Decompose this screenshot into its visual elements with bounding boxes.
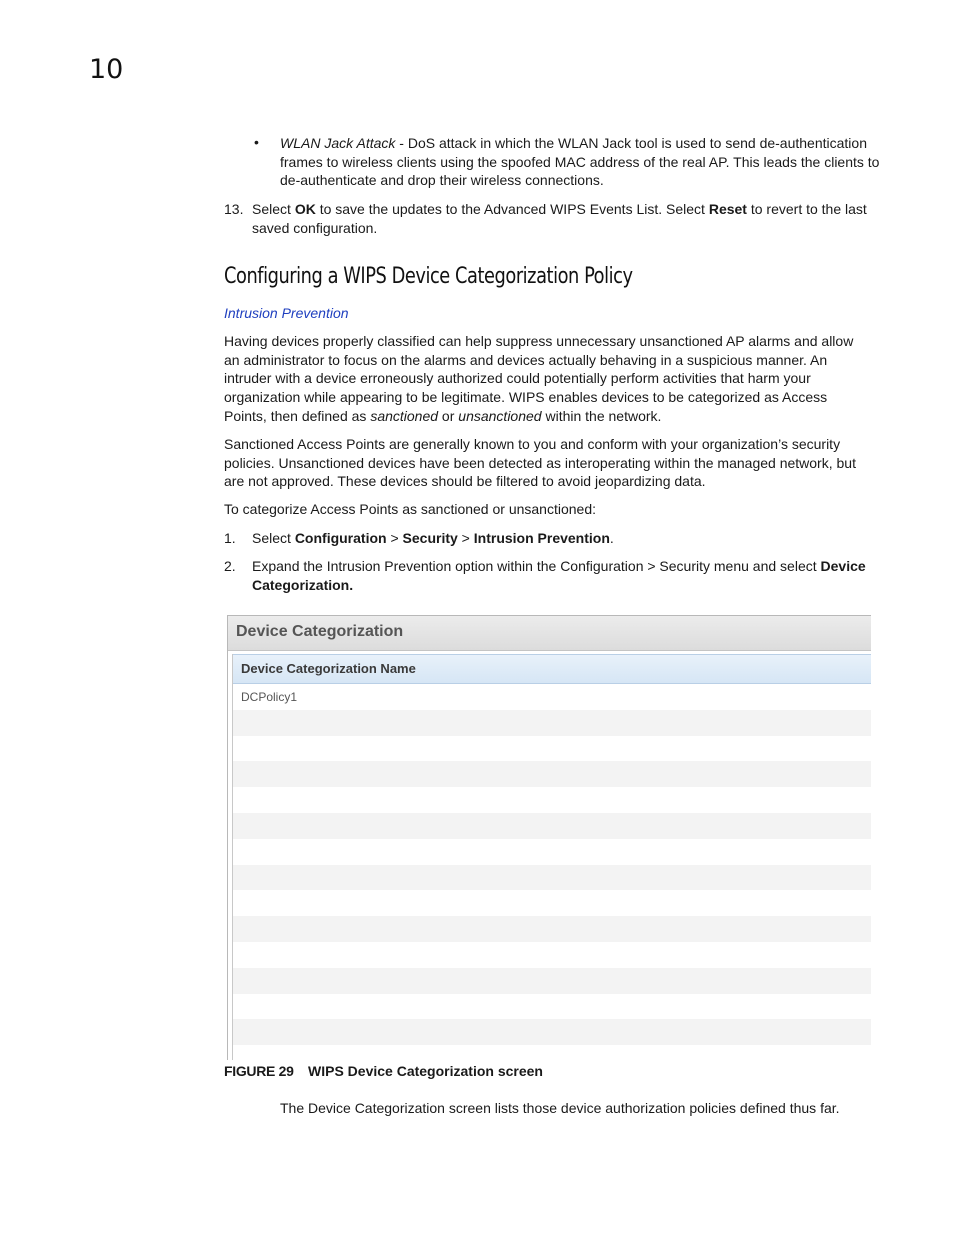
step-1-number: 1. — [224, 530, 236, 546]
paragraph-1 — [224, 332, 870, 426]
para1-or: or — [438, 407, 459, 424]
figure-caption — [224, 1062, 543, 1081]
table-row[interactable] — [233, 1045, 871, 1060]
screen-header: Device Categorization — [228, 616, 871, 651]
table-row[interactable] — [233, 787, 871, 813]
figure-label: FIGURE 29 — [224, 1063, 294, 1079]
security-label: Security — [402, 530, 458, 546]
device-categorization-label: Device Categorization. — [252, 558, 866, 593]
intrusion-prevention-label: Intrusion Prevention — [473, 530, 610, 546]
step1-end: . — [609, 530, 614, 546]
step-13-text — [252, 200, 882, 237]
step1-sep2: > — [457, 530, 474, 546]
device-categorization-screenshot — [227, 615, 871, 1060]
chapter-number: 10 — [89, 54, 124, 85]
table-row[interactable] — [233, 968, 871, 994]
configuration-label: Configuration — [294, 530, 387, 546]
unsanctioned-term: unsanctioned — [458, 407, 542, 424]
table-row[interactable] — [233, 1019, 871, 1045]
table-row[interactable] — [233, 736, 871, 762]
bullet-marker: • — [254, 134, 259, 150]
step2-text: Expand the Intrusion Prevention option within the Configuration > Security menu and select — [252, 558, 821, 574]
sanctioned-term: sanctioned — [370, 407, 439, 424]
table-row[interactable] — [233, 890, 871, 916]
step-2-text — [252, 557, 872, 594]
para1-text: Having devices properly classified can help suppress unnecessary unsanctioned AP alarms and allow an administrator to focus on the alarms and devices actually behaving in a suspicious manner. An intruder with a device erroneously authorized could potentially perform activities that harm your organization while appearing to be legitimate. WIPS enables devices to be categorized as Access Points, then defined as — [224, 333, 854, 424]
table-row[interactable] — [233, 839, 871, 865]
step-13-number: 13. — [224, 201, 244, 217]
bullet-item — [280, 134, 880, 190]
step-1-text — [252, 529, 872, 548]
column-header-device-categorization-name[interactable]: Device Categorization Name — [233, 654, 871, 684]
table-row[interactable] — [233, 994, 871, 1020]
table-row[interactable] — [233, 710, 871, 736]
table-row[interactable] — [233, 942, 871, 968]
closing-paragraph: The Device Categorization screen lists those device authorization policies defined thus far. — [280, 1100, 840, 1116]
bullet-description: - DoS attack in which the WLAN Jack tool is used to send de-authentication frames to wireless clients using the spoofed MAC address of the real AP. This leads the clients to de-authenticate and drop their wireless connections. — [280, 135, 880, 189]
intrusion-prevention-link[interactable]: Intrusion Prevention — [224, 305, 349, 321]
table-row[interactable] — [233, 865, 871, 891]
table-row[interactable] — [233, 761, 871, 787]
para1-end: within the network. — [541, 407, 662, 424]
bullet-term: WLAN Jack Attack — [280, 135, 396, 151]
step1-sep1: > — [386, 530, 403, 546]
table-row[interactable] — [233, 916, 871, 942]
step-13-part2: to save the updates to the Advanced WIPS Events List. Select — [315, 201, 709, 217]
screen-table — [232, 654, 871, 1060]
reset-label: Reset — [708, 201, 747, 217]
paragraph-3: To categorize Access Points as sanctioned or unsanctioned: — [224, 501, 596, 517]
step1-select: Select — [252, 530, 295, 546]
step-13-part3: to revert to the last saved configuration. — [252, 201, 867, 236]
figure-title: WIPS Device Categorization screen — [308, 1063, 543, 1079]
step-13-part1: Select — [252, 201, 295, 217]
table-row[interactable]: DCPolicy1 — [241, 690, 298, 704]
section-title: Configuring a WIPS Device Categorization Policy — [224, 264, 633, 289]
step-2-number: 2. — [224, 558, 236, 574]
table-row[interactable] — [233, 813, 871, 839]
ok-label: OK — [294, 201, 316, 217]
paragraph-2: Sanctioned Access Points are generally known to you and conform with your organization’s security policies. Unsanctioned devices have been detected as interoperating within the managed network, but are not approved. These devices should be filtered to avoid jeopardizing data. — [224, 436, 856, 490]
